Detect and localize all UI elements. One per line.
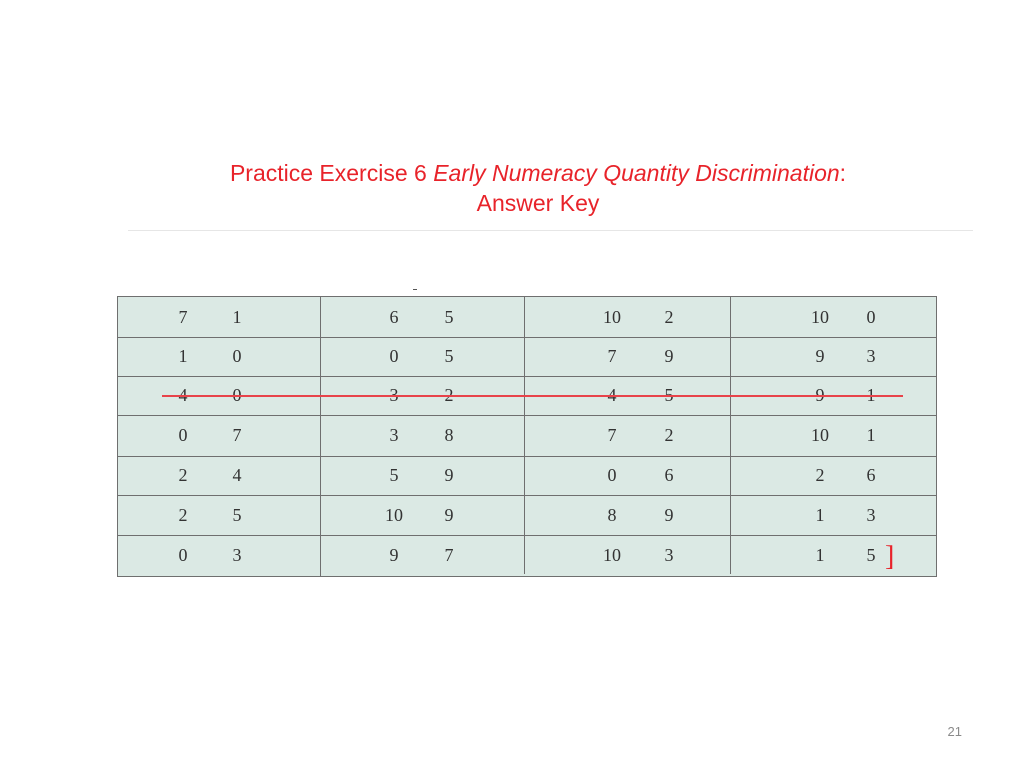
table-cell-value: 0 [389,346,399,366]
table-cell-value: 9 [389,545,399,565]
table-cell-value: 3 [664,545,674,565]
table-cell-value: 2 [815,465,825,485]
title-line-2: Answer Key [476,190,600,216]
title-suffix: : [839,160,847,186]
table-cell-value: 7 [607,425,617,445]
strike-through-line [162,395,903,397]
table-cell-value: 9 [664,346,674,366]
table-cell-value: 2 [178,465,188,485]
table-cell-value: 3 [866,505,876,525]
table-cell-value: 5 [232,505,242,525]
table-cell-value: 6 [389,307,399,327]
table-cell-value: 1 [815,505,825,525]
table-cell-value: 1 [178,346,188,366]
table-cell-value: 7 [444,545,454,565]
row-divider [118,376,936,377]
table-cell-value: 9 [444,505,454,525]
row-divider [118,337,936,338]
table-cell-value: 0 [866,307,876,327]
table-cell-value: 1 [866,425,876,445]
title-prefix: Practice Exercise 6 [229,160,434,186]
table-cell-value: 0 [178,545,188,565]
table-cell-value: 1 [232,307,242,327]
bracket-mark: ] [885,541,895,572]
table-cell-value: 6 [664,465,674,485]
table-cell-value: 10 [811,307,829,327]
row-divider [118,456,936,457]
table-cell-value: 3 [389,425,399,445]
table-cell-value: 10 [385,505,403,525]
table-cell-value: 2 [664,425,674,445]
table-cell-value: 2 [178,505,188,525]
table-cell-value: 7 [232,425,242,445]
row-divider [118,415,936,416]
table-cell-value: 9 [815,346,825,366]
table-cell-value: 10 [603,545,621,565]
table-cell-value: 3 [232,545,242,565]
table-cell-value: 7 [607,346,617,366]
table-cell-value: 9 [444,465,454,485]
stray-mark [413,289,417,290]
table-cell-value: 8 [444,425,454,445]
page-number: 21 [947,724,962,739]
row-divider [118,495,936,496]
table-cell-value: 3 [866,346,876,366]
table-cell-value: 5 [444,307,454,327]
table-cell-value: 9 [664,505,674,525]
table-cell-value: 0 [232,346,242,366]
table-cell-value: 2 [664,307,674,327]
table-cell-value: 6 [866,465,876,485]
table-cell-value: 8 [607,505,617,525]
title-italic: Early Numeracy Quantity Discrimination [433,160,840,186]
row-divider [118,535,936,536]
table-cell-value: 1 [815,545,825,565]
slide-title [0,158,1024,218]
title-line-1 [0,158,1024,188]
table-cell-value: 10 [811,425,829,445]
table-cell-value: 5 [389,465,399,485]
table-cell-value: 7 [178,307,188,327]
title-divider [128,230,973,231]
table-cell-value: 0 [607,465,617,485]
table-cell-value: 10 [603,307,621,327]
table-cell-value: 0 [178,425,188,445]
table-cell-value: 5 [866,545,876,565]
table-cell-value: 5 [444,346,454,366]
table-cell-value: 4 [232,465,242,485]
